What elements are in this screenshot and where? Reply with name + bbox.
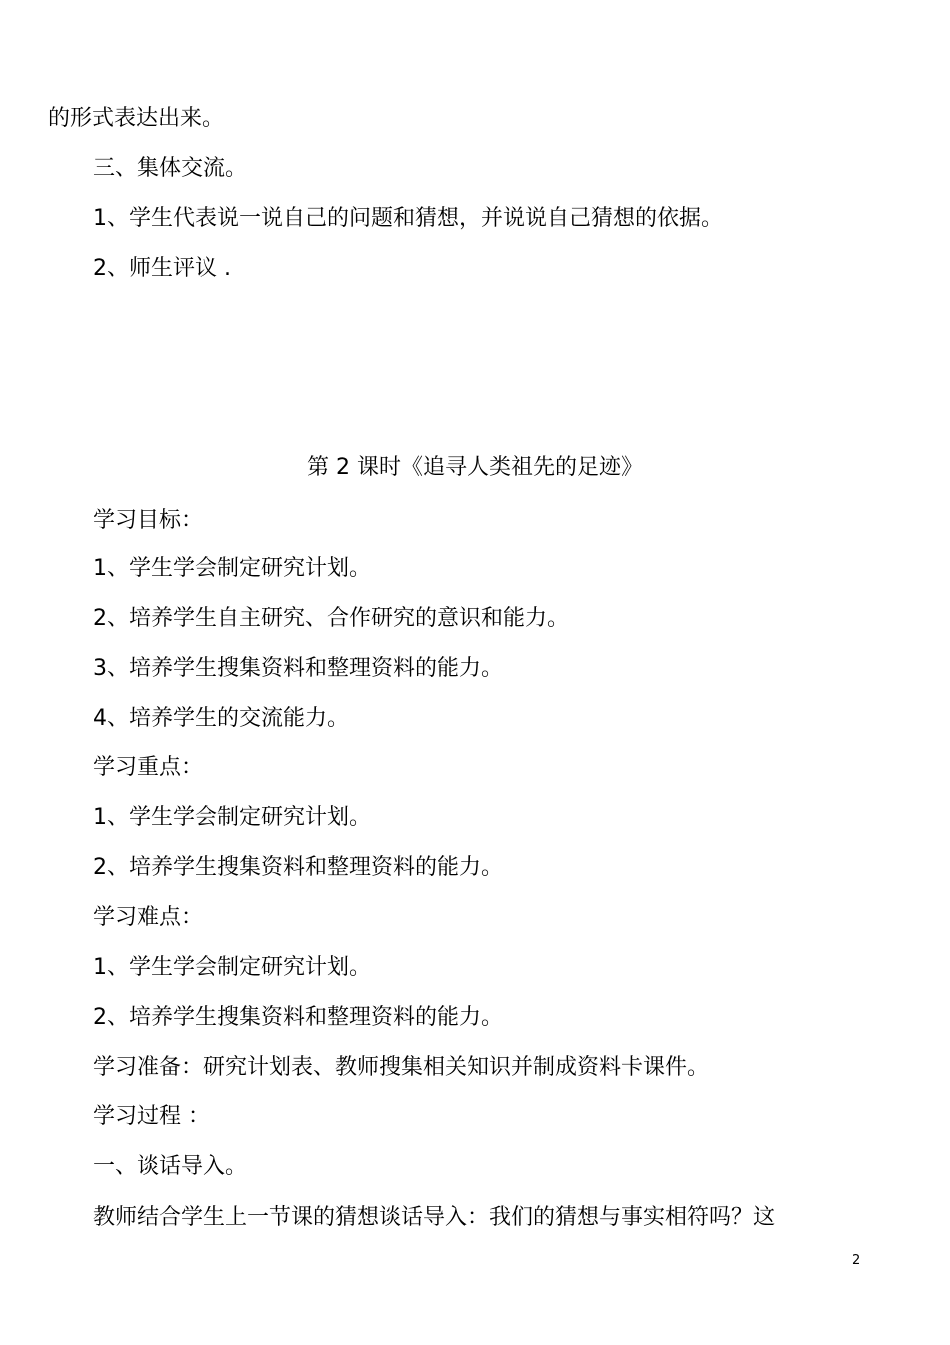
paragraph-continuation: 的形式表达出来。 [48, 106, 225, 131]
intro-paragraph: 教师结合学生上一节课的猜想谈话导入：我们的猜想与事实相符吗？这 [93, 1205, 776, 1230]
list-item: 2、师生评议 . [93, 256, 231, 281]
page-number: 2 [852, 1253, 861, 1268]
objective-item: 1、学生学会制定研究计划。 [93, 556, 371, 581]
difficulty-item: 1、学生学会制定研究计划。 [93, 955, 371, 980]
lesson-title: 第 2 课时《追寻人类祖先的足迹》 [307, 455, 643, 480]
objectives-heading: 学习目标： [93, 508, 204, 533]
key-point-item: 2、培养学生搜集资料和整理资料的能力。 [93, 855, 503, 880]
key-points-heading: 学习重点： [93, 755, 204, 780]
difficulties-heading: 学习难点： [93, 905, 204, 930]
preparation-line: 学习准备：研究计划表、教师搜集相关知识并制成资料卡课件。 [93, 1055, 710, 1080]
key-point-item: 1、学生学会制定研究计划。 [93, 805, 371, 830]
list-item: 1、学生代表说一说自己的问题和猜想，并说说自己猜想的依据。 [93, 206, 723, 231]
step-one-heading: 一、谈话导入。 [93, 1154, 248, 1179]
section-heading-group-exchange: 三、集体交流。 [93, 156, 248, 181]
process-heading: 学习过程 ： [93, 1104, 210, 1129]
difficulty-item: 2、培养学生搜集资料和整理资料的能力。 [93, 1005, 503, 1030]
objective-item: 3、培养学生搜集资料和整理资料的能力。 [93, 656, 503, 681]
objective-item: 4、培养学生的交流能力。 [93, 706, 349, 731]
objective-item: 2、培养学生自主研究、合作研究的意识和能力。 [93, 606, 569, 631]
